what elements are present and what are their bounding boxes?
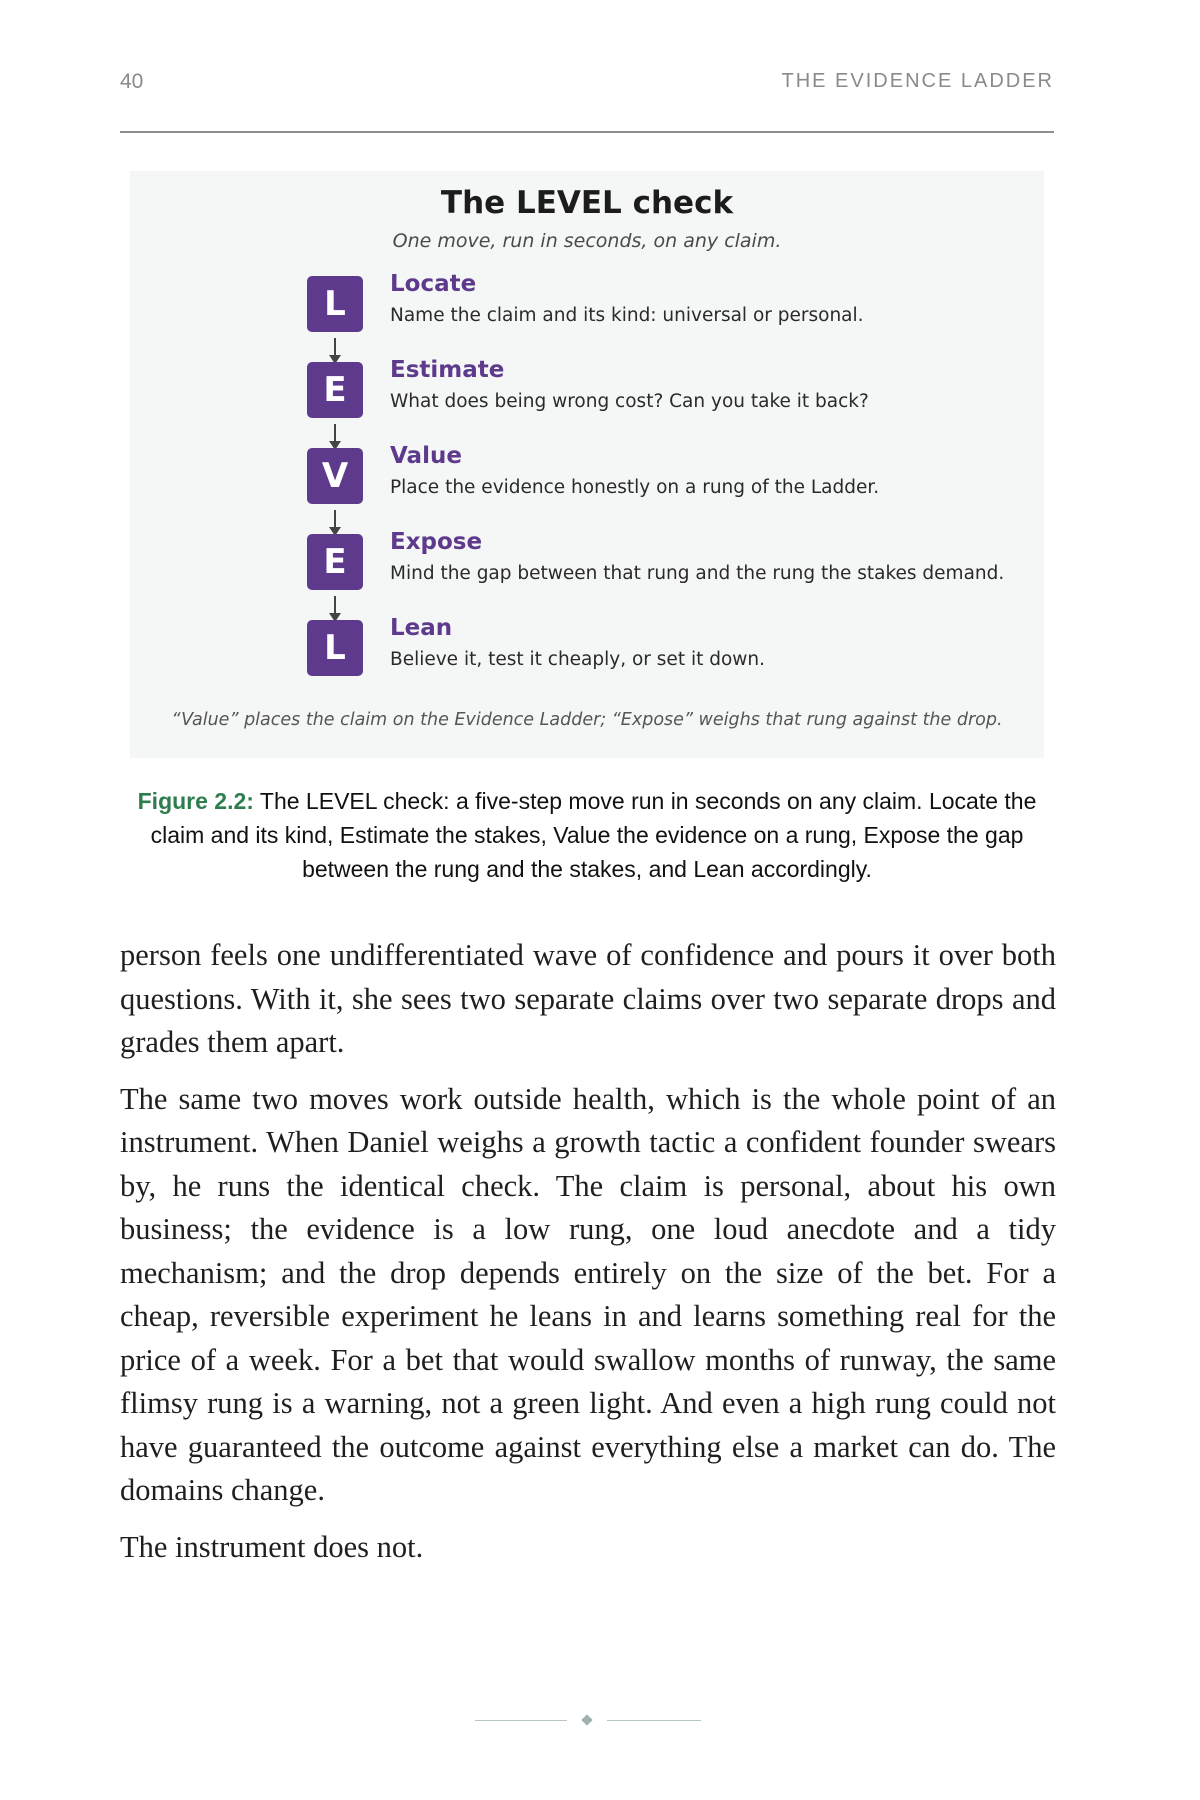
step-expose xyxy=(130,529,1044,599)
step-description: Place the evidence honestly on a rung of the Ladder. xyxy=(390,477,880,498)
step-description: What does being wrong cost? Can you take it back? xyxy=(390,391,869,412)
level-steps xyxy=(130,171,1044,758)
caption-text: The LEVEL check: a five-step move run in seconds on any claim. Locate the claim and its kind, Estimate the stakes, Value the evidence on a rung, Expose the gap between the rung and the stakes, and Lean accordingly. xyxy=(150,788,1037,882)
step-name: Estimate xyxy=(390,357,505,383)
step-name: Locate xyxy=(390,271,477,297)
caption-label: Figure 2.2: xyxy=(137,788,254,814)
level-check-figure xyxy=(130,171,1044,758)
ornament-rule xyxy=(607,1720,701,1721)
figure-caption xyxy=(120,784,1054,886)
header-rule xyxy=(120,131,1054,133)
figure-footnote: “Value” places the claim on the Evidence Ladder; “Expose” weighs that rung against the drop. xyxy=(171,710,1003,730)
page-number: 40 xyxy=(120,70,144,93)
step-name: Lean xyxy=(390,615,453,641)
paragraph: The instrument does not. xyxy=(120,1529,424,1564)
diamond-icon xyxy=(581,1714,592,1725)
step-name: Expose xyxy=(390,529,483,555)
figure-title: The LEVEL check xyxy=(440,185,734,221)
step-letter-badge: E xyxy=(307,362,363,418)
step-description: Mind the gap between that rung and the rung the stakes demand. xyxy=(390,563,1005,584)
step-name: Value xyxy=(390,443,462,469)
step-letter-badge: V xyxy=(307,448,363,504)
step-letter-badge: E xyxy=(307,534,363,590)
step-letter-badge: L xyxy=(307,620,363,676)
body-text xyxy=(120,934,1056,1582)
step-letter-badge: L xyxy=(307,276,363,332)
step-locate xyxy=(130,271,1044,341)
step-description: Believe it, test it cheaply, or set it down. xyxy=(390,649,766,670)
step-estimate xyxy=(130,357,1044,427)
step-lean xyxy=(130,615,1044,685)
ornament-rule xyxy=(475,1720,567,1721)
step-description: Name the claim and its kind: universal or personal. xyxy=(390,305,864,326)
section-ornament xyxy=(475,1713,701,1729)
running-header xyxy=(120,70,1054,96)
figure-subtitle: One move, run in seconds, on any claim. xyxy=(392,230,782,252)
paragraph: The same two moves work outside health, which is the whole point of an instrument. When Daniel weighs a growth tactic a confident founder swears by, he runs the identical check. The claim is personal, about his own business; the evidence is a low rung, one loud anecdote and a tidy mechanism; and the drop depends entirely on the size of the bet. For a cheap, reversible experiment he leans in and learns something real for the price of a week. For a bet that would swallow months of runway, the same flimsy rung is a warning, not a green light. And even a high rung could not have guaranteed the outcome against everything else a market can do. The domains change. xyxy=(120,1081,1056,1507)
running-title: THE EVIDENCE LADDER xyxy=(781,70,1054,92)
paragraph: person feels one undifferentiated wave of confidence and pours it over both questions. With it, she sees two separate claims over two separate drops and grades them apart. xyxy=(120,938,1056,1059)
step-value xyxy=(130,443,1044,513)
